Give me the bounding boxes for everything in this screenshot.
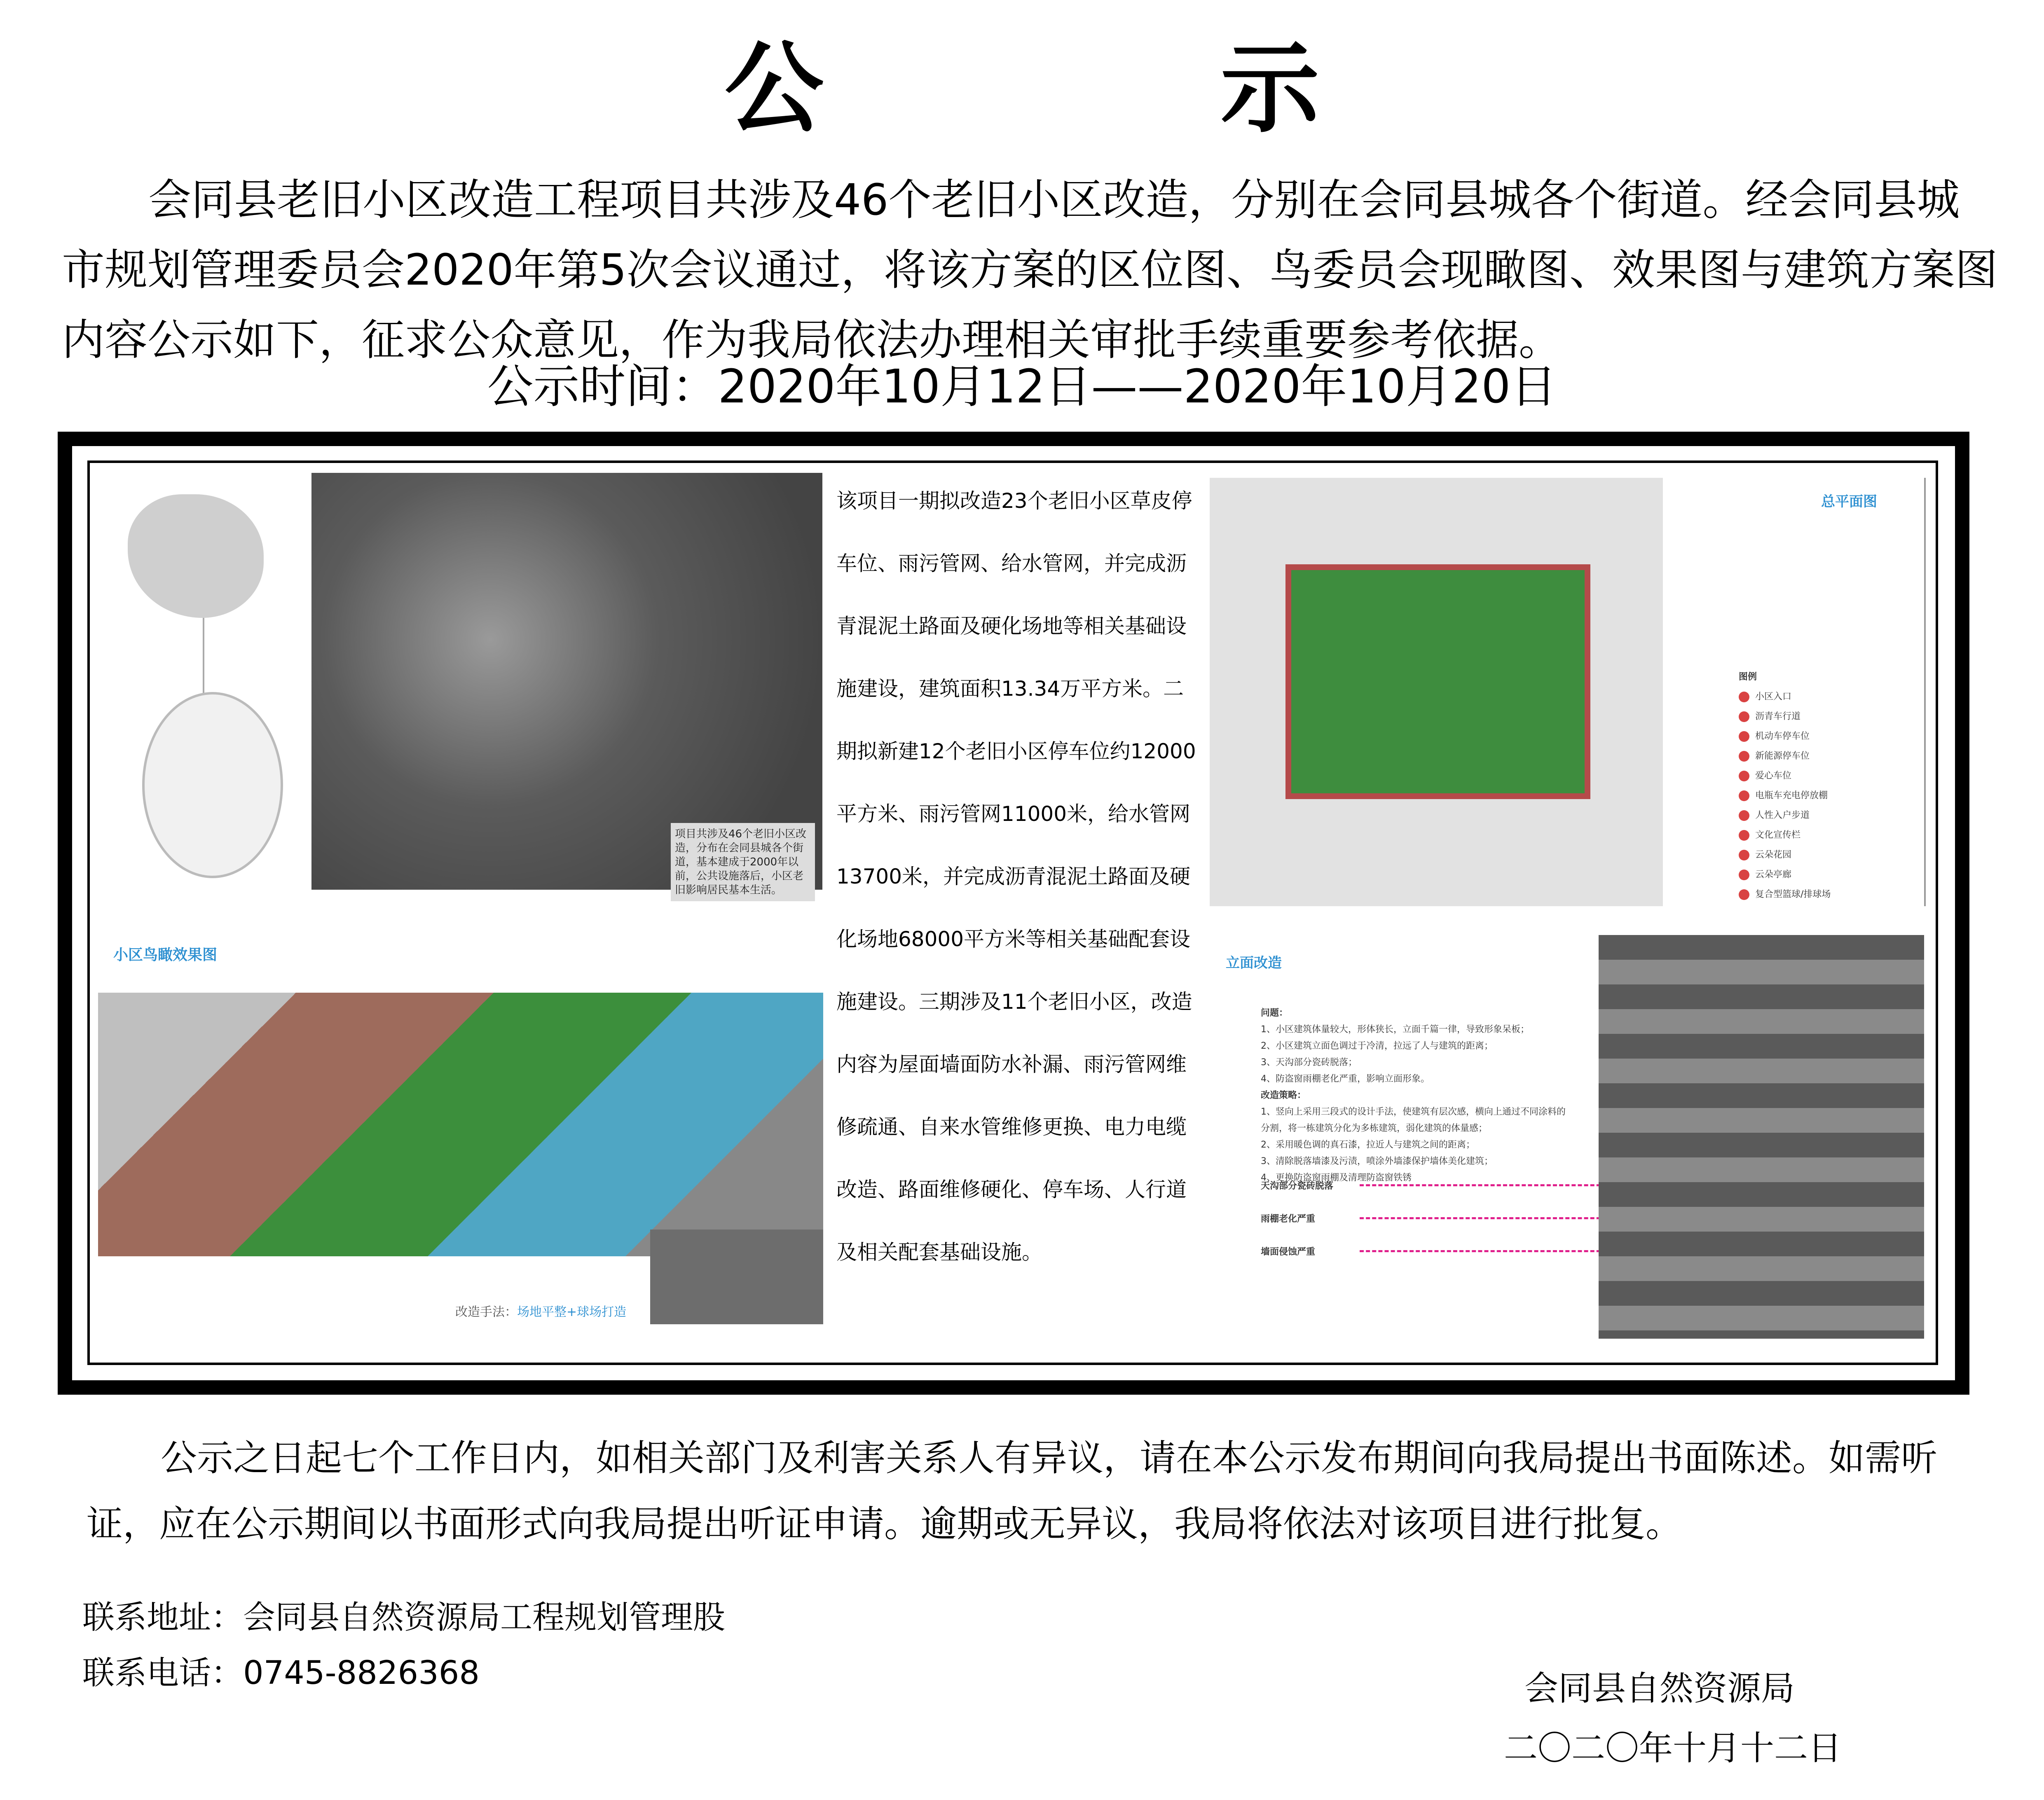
legend-divider: [1924, 478, 1926, 906]
legend-marker-icon: [1739, 889, 1749, 900]
legend-marker-icon: [1739, 850, 1749, 860]
legend-marker-icon: [1739, 711, 1749, 722]
legend-item: 小区入口: [1739, 687, 1831, 707]
facade-tag: 墙面侵蚀严重: [1261, 1247, 1316, 1257]
method-prefix: 改造手法：: [455, 1305, 517, 1319]
legend-item: 电瓶车充电停放棚: [1739, 786, 1831, 806]
callout-line: [1360, 1184, 1607, 1186]
publicity-time: 公示时间：2020年10月12日——2020年10月20日: [487, 360, 1557, 414]
legend-marker-icon: [1739, 790, 1749, 801]
facade-label: 立面改造: [1226, 955, 1282, 971]
before-photo: [650, 1230, 823, 1324]
facade-tags: [1261, 1170, 1333, 1269]
birdseye-label: 小区鸟瞰效果图: [113, 947, 218, 963]
legend-item: 新能源停车位: [1739, 746, 1831, 766]
legend-item: 爱心车位: [1739, 766, 1831, 786]
legend-item: 人性入户步道: [1739, 806, 1831, 825]
callout-line: [1360, 1250, 1607, 1252]
legend-item: 复合型篮球/排球场: [1739, 885, 1831, 905]
site-plan-label: 总平面图: [1821, 493, 1877, 510]
legend-marker-icon: [1739, 731, 1749, 742]
facade-notes: 问题： 1、小区建筑体量较大，形体狭长，立面千篇一律，导致形象呆板； 2、小区建筑立面色调过于冷清，拉远了人与建筑的距离； 3、天沟部分瓷砖脱落； 4、防盗窗雨棚老化严重，影响立面形象。 改造策略： 1、竖向上采用三段式的设计手法，使建筑有层次感，横向上通过不同涂料的分割，将一栋建筑分化为多栋建筑，弱化建筑的体量感； 2、采用暖色调的真石漆，拉近人与建筑之间的距离； 3、清除脱落墙漆及污渍，喷涂外墙漆保护墙体美化建筑； 4、更换防盗窗雨棚及清理防盗窗铁锈: [1261, 1008, 1566, 1183]
renovation-method: [455, 1302, 626, 1320]
intro-paragraph: 会同县老旧小区改造工程项目共涉及46个老旧小区改造，分别在会同县城各个街道。经会同县城市规划管理委员会2020年第5次会议通过，将该方案的区位图、鸟委员会现瞰图、效果图与建筑方案图内容公示如下，征求公众意见，作为我局依法办理相关审批手续重要参考依据。: [62, 175, 1998, 365]
facade-tag: 天沟部分瓷砖脱落: [1261, 1181, 1334, 1191]
satellite-note: 项目共涉及46个老旧小区改造，分布在会同县城各个街道，基本建成于2000年以前，公共设施落后，小区老旧影响居民基本生活。: [671, 823, 815, 901]
legend-item: 沥青车行道: [1739, 707, 1831, 727]
notice-title: 公 示: [724, 31, 1501, 146]
plan-legend: [1739, 667, 1831, 905]
county-map-image: [142, 692, 283, 878]
legend-marker-icon: [1739, 692, 1749, 702]
project-description: 该项目一期拟改造23个老旧小区草皮停车位、雨污管网、给水管网，并完成沥青混泥土路面及硬化场地等相关基础设施建设，建筑面积13.34万平方米。二期拟新建12个老旧小区停车位约12000平方米、雨污管网11000米，给水管网13700米，并完成沥青混泥土路面及硬化场地68000平方米等相关基础配套设施建设。三期涉及11个老旧小区，改造内容为屋面墙面防水补漏、雨污管网维修疏通、自来水管维修更换、电力电缆改造、路面维修硬化、停车场、人行道及相关配套基础设施。: [836, 489, 1196, 1264]
facade-photo: [1599, 935, 1924, 1339]
legend-item: 云朵亭廊: [1739, 865, 1831, 885]
birdseye-render-image: [98, 993, 823, 1256]
legend-marker-icon: [1739, 771, 1749, 781]
legend-item: 云朵花园: [1739, 845, 1831, 865]
legend-marker-icon: [1739, 810, 1749, 821]
map-connector: [203, 618, 204, 696]
site-plan-courtyard: [1285, 564, 1590, 799]
signature-org: 会同县自然资源局: [1524, 1669, 1795, 1708]
legend-marker-icon: [1739, 870, 1749, 880]
callout-line: [1360, 1217, 1607, 1219]
legend-marker-icon: [1739, 830, 1749, 841]
legend-item: 文化宣传栏: [1739, 825, 1831, 845]
method-value: 场地平整+球场打造: [517, 1305, 627, 1319]
facade-tag: 雨棚老化严重: [1261, 1214, 1316, 1224]
contact-address: 联系地址：会同县自然资源局工程规划管理股: [82, 1599, 726, 1636]
legend-marker-icon: [1739, 751, 1749, 762]
legend-item: 机动车停车位: [1739, 727, 1831, 746]
legend-title: 图例: [1739, 672, 1757, 682]
contact-phone: 联系电话：0745-8826368: [82, 1655, 480, 1692]
objection-notice: 公示之日起七个工作日内，如相关部门及利害关系人有异议，请在本公示发布期间向我局提出书面陈述。如需听证，应在公示期间以书面形式向我局提出听证申请。逾期或无异议，我局将依法对该项目进行批复。: [87, 1437, 1938, 1545]
signature-date: 二〇二〇年十月十二日: [1504, 1729, 1842, 1768]
